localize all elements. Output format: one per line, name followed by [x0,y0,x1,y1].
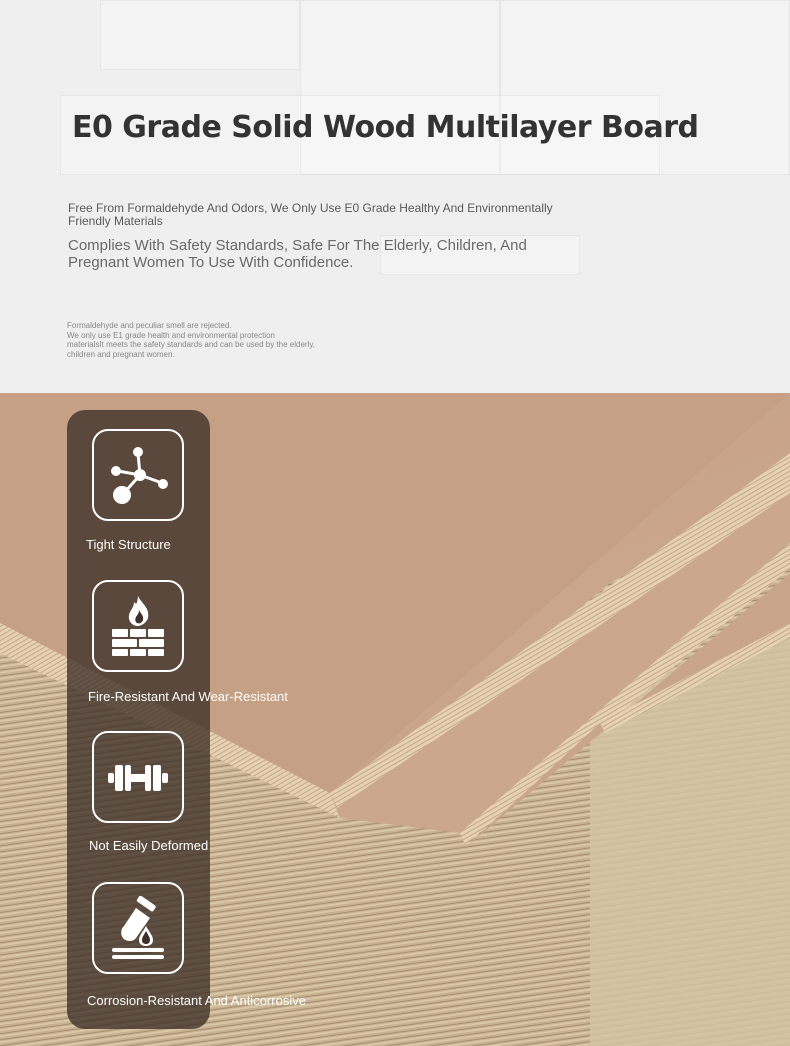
fire-brick-icon [92,580,184,672]
molecule-icon [92,429,184,521]
background-shape [100,0,300,70]
fine-print-line: children and pregnant women. [67,349,175,359]
dumbbell-icon [92,731,184,823]
subtitle-large: Complies With Safety Standards, Safe For The Elderly, Children, And Pregnant Women To Use With Confidence. [68,237,527,271]
flask-drop-icon [92,882,184,974]
subtitle-small: Free From Formaldehyde And Odors, We Only Use E0 Grade Healthy And Environmentally Friendly Materials [68,201,553,228]
feature-label: Tight Structure [86,537,171,552]
fine-print-line: Formaldehyde and peculiar smell are rejected. [67,321,232,330]
feature-label: Fire-Resistant And Wear-Resistant [88,689,288,704]
header-section [0,0,790,393]
fine-print-line: We only use E1 grade health and environmental protection [67,330,275,340]
page-title: E0 Grade Solid Wood Multilayer Board [72,110,699,145]
feature-label: Not Easily Deformed [89,838,209,853]
fine-print-line: materialsIt meets the safety standards and can be used by the elderly, [67,340,315,349]
fine-print [67,321,357,359]
feature-label: Corrosion-Resistant And Anticorrosive [87,993,306,1008]
